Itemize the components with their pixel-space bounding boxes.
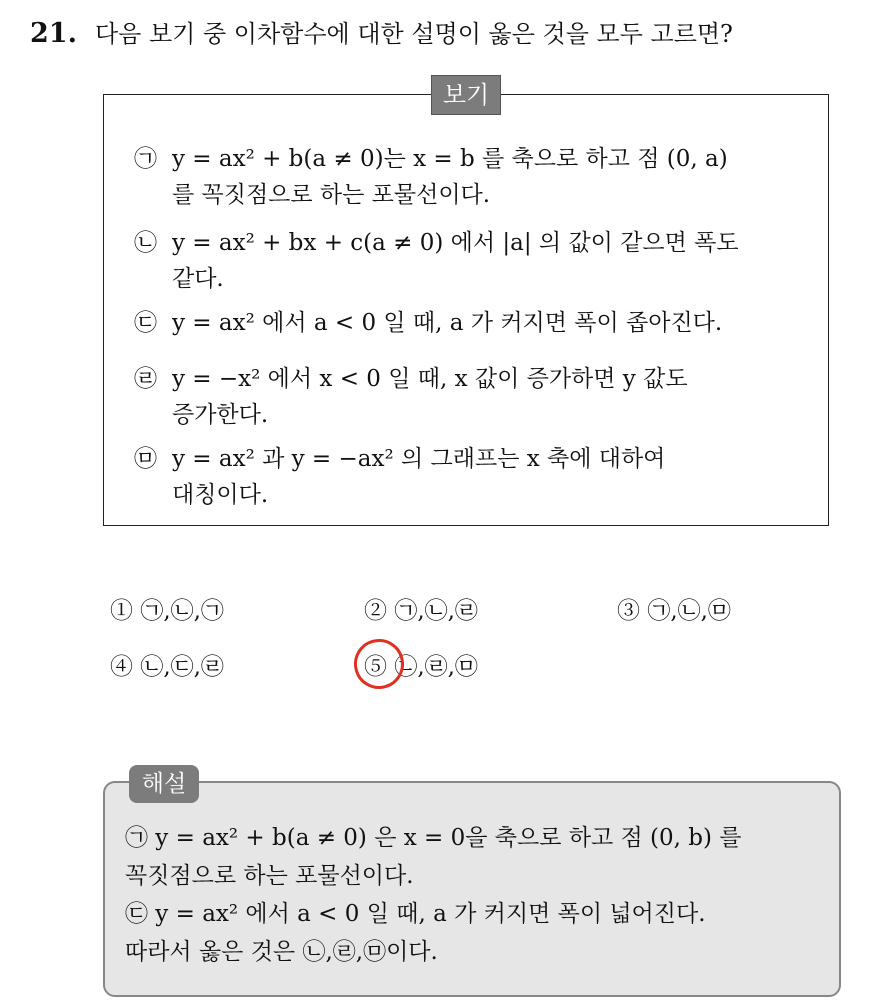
choice-text: ㉠,㉡,㉠ — [140, 598, 224, 624]
choice-number: ③ — [617, 598, 640, 624]
bogi-box — [103, 81, 829, 526]
item-line1: y = ax² 과 y = −ax² 의 그래프는 x 축에 대하여 — [172, 446, 666, 472]
bogi-item — [134, 305, 722, 341]
question-number: 21. — [30, 18, 77, 49]
choice-number: ② — [364, 598, 387, 624]
choice-number: ① — [110, 598, 133, 624]
solution-text — [125, 819, 741, 971]
item-mark: ㉤ — [134, 446, 157, 472]
item-line2: 같다. — [172, 266, 224, 292]
item-mark: ㉢ — [134, 310, 157, 336]
bogi-item — [134, 441, 665, 513]
item-line1: y = −x² 에서 x < 0 일 때, x 값이 증가하면 y 값도 — [172, 366, 688, 392]
choice-text: ㉠,㉡,㉤ — [647, 598, 731, 624]
choice-1[interactable] — [110, 592, 224, 625]
solution-label: 해설 — [129, 765, 199, 803]
bogi-item — [134, 225, 739, 297]
solution-line: 따라서 옳은 것은 ㉡,㉣,㉤이다. — [125, 939, 438, 965]
item-line1: y = ax² 에서 a < 0 일 때, a 가 커지면 폭이 좁아진다. — [172, 310, 723, 336]
choice-number: ⑤ — [364, 654, 387, 680]
item-line1: y = ax² + bx + c(a ≠ 0) 에서 |a| 의 값이 같으면 폭도 — [172, 230, 739, 256]
choice-2[interactable] — [364, 592, 478, 625]
bogi-label: 보기 — [431, 75, 501, 115]
item-line1: y = ax² + b(a ≠ 0)는 x = b 를 축으로 하고 점 (0, a) — [172, 146, 728, 172]
choice-text: ㉡,㉢,㉣ — [140, 654, 224, 680]
bogi-item — [134, 141, 728, 213]
solution-line: ㉠ y = ax² + b(a ≠ 0) 은 x = 0을 축으로 하고 점 (0, b) 를 — [125, 825, 742, 851]
solution-line: 꼭짓점으로 하는 포물선이다. — [125, 863, 414, 889]
item-mark: ㉣ — [134, 366, 157, 392]
item-mark: ㉠ — [134, 146, 157, 172]
answer-circle-mark — [348, 633, 409, 694]
bogi-item — [134, 361, 688, 433]
item-mark: ㉡ — [134, 230, 157, 256]
question-text: 다음 보기 중 이차함수에 대한 설명이 옳은 것을 모두 고르면? — [94, 20, 733, 48]
choice-number: ④ — [110, 654, 133, 680]
question-line — [30, 14, 733, 49]
choice-text: ㉠,㉡,㉣ — [394, 598, 478, 624]
item-line2: 증가한다. — [172, 402, 269, 428]
choice-4[interactable] — [110, 648, 224, 681]
choice-text: ㉡,㉣,㉤ — [394, 654, 478, 680]
choice-3[interactable] — [617, 592, 731, 625]
item-line2: 를 꼭짓점으로 하는 포물선이다. — [172, 182, 491, 208]
item-line2: 대칭이다. — [172, 482, 269, 508]
solution-box — [103, 771, 841, 997]
solution-line: ㉢ y = ax² 에서 a < 0 일 때, a 가 커지면 폭이 넓어진다. — [125, 901, 706, 927]
